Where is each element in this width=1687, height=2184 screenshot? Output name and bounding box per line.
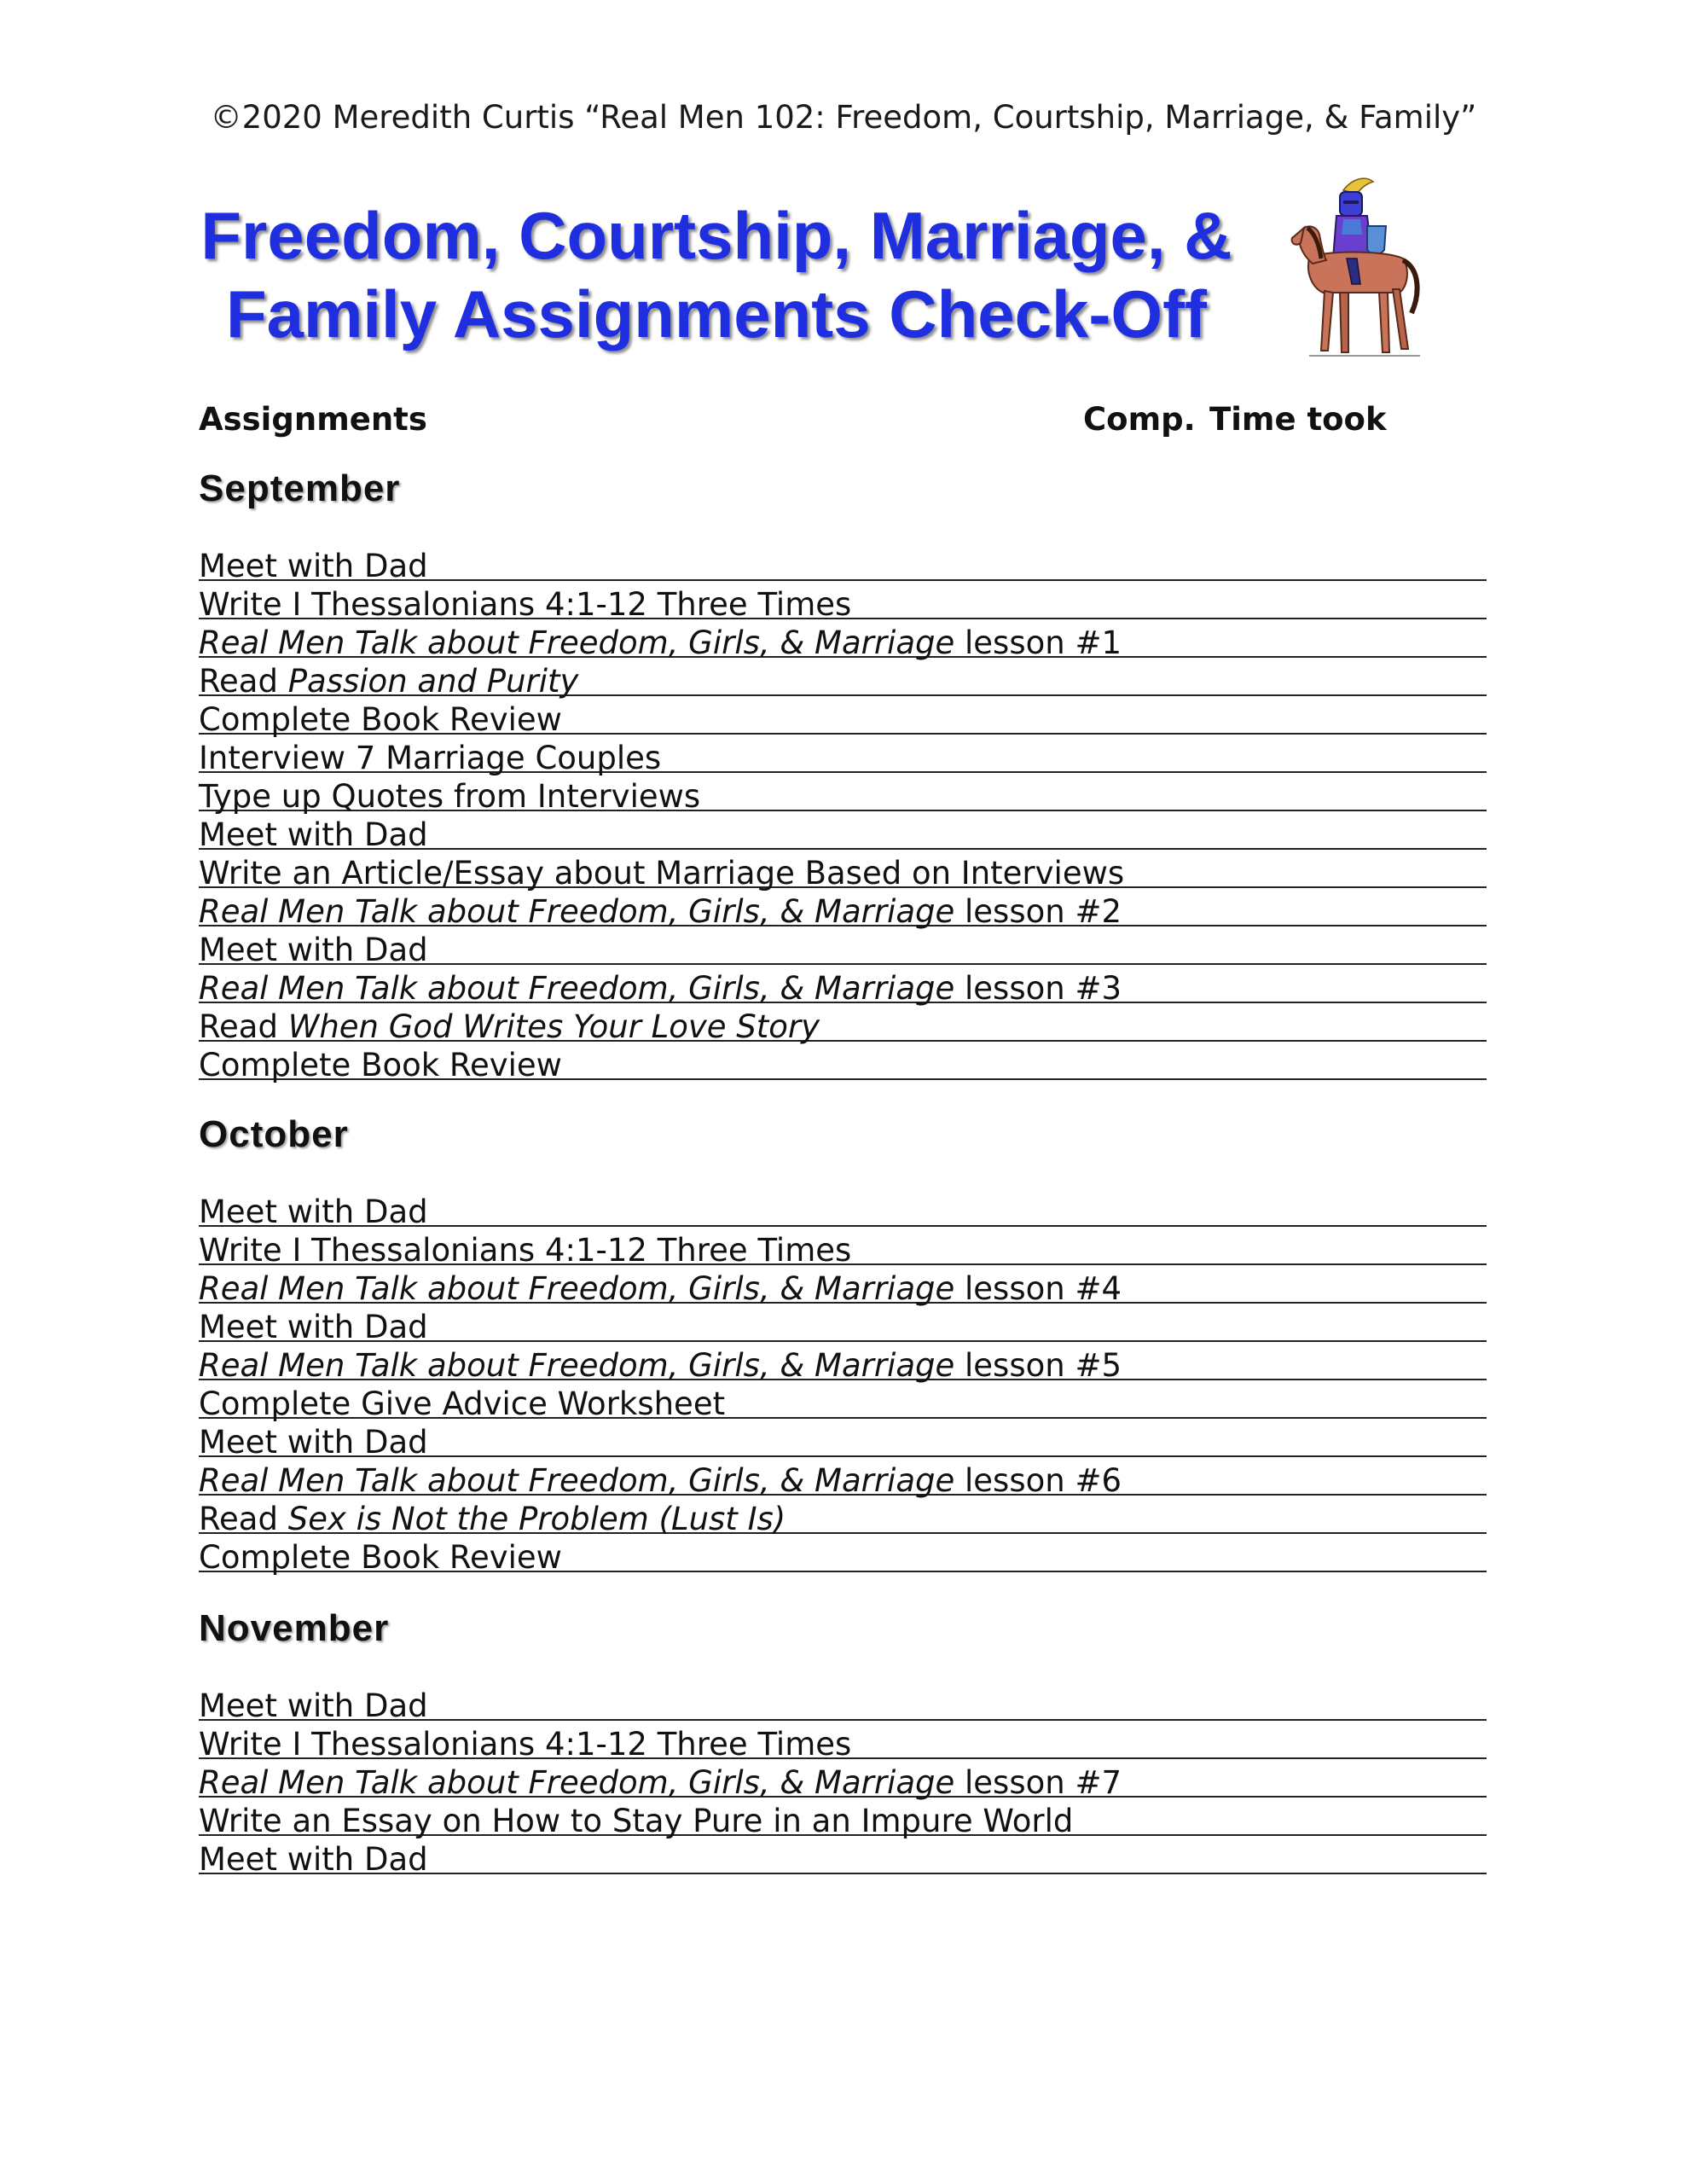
assignment-text	[199, 855, 1124, 892]
assignment-plain-text: Type up Quotes from Interviews	[199, 778, 701, 815]
assignment-text	[199, 1008, 820, 1045]
assignment-suffix-text: lesson #3	[954, 970, 1122, 1007]
assignment-suffix-text: lesson #6	[954, 1462, 1122, 1499]
assignment-text	[199, 816, 428, 853]
assignment-plain-text: Read	[199, 663, 288, 700]
assignment-text	[199, 1462, 1122, 1499]
assignment-row	[199, 1721, 1487, 1763]
assignment-row	[199, 1003, 1487, 1045]
copyright-line: ©2020 Meredith Curtis “Real Men 102: Freedom, Courtship, Marriage, & Family”	[210, 99, 1477, 136]
assignment-row	[199, 1227, 1487, 1269]
assignment-text	[199, 586, 851, 623]
assignment-row	[199, 543, 1487, 584]
assignment-plain-text: Meet with Dad	[199, 548, 428, 584]
assignment-row	[199, 888, 1487, 930]
assignment-row	[199, 926, 1487, 968]
knight-on-horse-icon	[1284, 175, 1429, 371]
assignment-row	[199, 811, 1487, 853]
assignment-plain-text: Write I Thessalonians 4:1-12 Three Times	[199, 1232, 852, 1269]
assignment-row	[199, 581, 1487, 623]
title-line-2: Family Assignments Check-Off	[225, 276, 1208, 351]
assignment-row	[199, 735, 1487, 776]
assignment-row	[199, 965, 1487, 1007]
assignment-plain-text: Meet with Dad	[199, 1424, 428, 1461]
assignment-plain-text: Complete Book Review	[199, 1539, 562, 1576]
assignment-suffix-text: lesson #1	[954, 624, 1122, 661]
assignment-row	[199, 1759, 1487, 1801]
assignment-text	[199, 1309, 428, 1345]
assignment-text	[199, 1539, 562, 1576]
assignment-plain-text: Complete Give Advice Worksheet	[199, 1385, 726, 1422]
column-header-time-took: Time took	[1209, 401, 1387, 438]
section-heading-september: September	[199, 468, 401, 509]
assignment-plain-text: Interview 7 Marriage Couples	[199, 740, 662, 776]
assignment-row	[199, 1534, 1487, 1576]
assignment-title-italic: When God Writes Your Love Story	[287, 1008, 820, 1045]
assignment-plain-text: Read	[199, 1008, 288, 1045]
assignment-text	[199, 548, 428, 584]
title-line-1: Freedom, Courtship, Marriage, &	[200, 198, 1232, 273]
assignment-plain-text: Write I Thessalonians 4:1-12 Three Times	[199, 1726, 852, 1763]
assignment-title-italic: Real Men Talk about Freedom, Girls, & Marriage	[199, 1347, 955, 1384]
assignment-row	[199, 1682, 1487, 1724]
assignment-plain-text: Meet with Dad	[199, 1309, 428, 1345]
assignment-row	[199, 696, 1487, 738]
column-header-assignments: Assignments	[199, 401, 427, 438]
assignment-plain-text: Meet with Dad	[199, 816, 428, 853]
assignment-title-italic: Real Men Talk about Freedom, Girls, & Marriage	[199, 893, 955, 930]
assignment-row	[199, 1342, 1487, 1384]
assignment-suffix-text: lesson #4	[954, 1270, 1122, 1307]
assignment-plain-text: Meet with Dad	[199, 1841, 428, 1878]
assignment-text	[199, 1726, 851, 1763]
assignment-suffix-text: lesson #2	[954, 893, 1122, 930]
assignment-title-italic: Real Men Talk about Freedom, Girls, & Marriage	[199, 624, 955, 661]
assignment-title-italic: Real Men Talk about Freedom, Girls, & Marriage	[199, 970, 955, 1007]
assignment-row	[199, 658, 1487, 700]
assignment-suffix-text: lesson #5	[954, 1347, 1122, 1384]
assignment-text	[199, 740, 661, 776]
assignment-plain-text: Write an Essay on How to Stay Pure in an Impure World	[199, 1803, 1074, 1839]
assignment-suffix-text: lesson #7	[954, 1764, 1122, 1801]
assignment-title-italic: Real Men Talk about Freedom, Girls, & Marriage	[199, 1270, 955, 1307]
assignment-text	[199, 778, 700, 815]
assignment-list-october	[199, 1188, 1487, 1576]
assignment-text	[199, 1424, 428, 1461]
assignment-row	[199, 1304, 1487, 1345]
assignment-text	[199, 932, 428, 968]
assignment-row	[199, 1188, 1487, 1230]
assignment-list-september	[199, 543, 1487, 1083]
assignment-text	[199, 624, 1122, 661]
assignment-text	[199, 1270, 1122, 1307]
assignment-row	[199, 1380, 1487, 1422]
assignment-row	[199, 1798, 1487, 1839]
assignment-row	[199, 619, 1487, 661]
column-header-comp: Comp.	[1083, 401, 1196, 438]
assignment-row	[199, 1419, 1487, 1461]
section-heading-november: November	[199, 1607, 390, 1649]
assignment-text	[199, 1764, 1122, 1801]
assignment-text	[199, 1385, 725, 1422]
assignment-row	[199, 1042, 1487, 1083]
assignment-plain-text: Meet with Dad	[199, 932, 428, 968]
assignment-text	[199, 1232, 851, 1269]
assignment-text	[199, 1841, 428, 1878]
assignment-plain-text: Write an Article/Essay about Marriage Based on Interviews	[199, 855, 1125, 892]
assignment-text	[199, 1047, 562, 1083]
assignment-plain-text: Meet with Dad	[199, 1194, 428, 1230]
assignment-row	[199, 1265, 1487, 1307]
assignment-text	[199, 1501, 786, 1537]
assignment-row	[199, 773, 1487, 815]
assignment-title-italic: Passion and Purity	[287, 663, 579, 700]
page-title	[154, 196, 1279, 353]
assignment-text	[199, 1194, 428, 1230]
assignment-plain-text: Write I Thessalonians 4:1-12 Three Times	[199, 586, 852, 623]
assignment-row	[199, 1457, 1487, 1499]
assignment-title-italic: Sex is Not the Problem (Lust Is)	[287, 1501, 786, 1537]
assignment-text	[199, 1687, 428, 1724]
assignment-text	[199, 663, 578, 700]
assignment-row	[199, 1496, 1487, 1537]
assignment-row	[199, 850, 1487, 892]
assignment-title-italic: Real Men Talk about Freedom, Girls, & Marriage	[199, 1462, 955, 1499]
assignment-plain-text: Complete Book Review	[199, 701, 562, 738]
assignment-plain-text: Read	[199, 1501, 288, 1537]
section-heading-october: October	[199, 1113, 349, 1155]
assignment-list-november	[199, 1682, 1487, 1878]
assignment-text	[199, 1347, 1122, 1384]
assignment-text	[199, 701, 562, 738]
assignment-title-italic: Real Men Talk about Freedom, Girls, & Marriage	[199, 1764, 955, 1801]
assignment-row	[199, 1836, 1487, 1878]
assignment-text	[199, 893, 1122, 930]
assignment-text	[199, 1803, 1073, 1839]
assignment-plain-text: Complete Book Review	[199, 1047, 562, 1083]
assignment-text	[199, 970, 1122, 1007]
assignment-plain-text: Meet with Dad	[199, 1687, 428, 1724]
